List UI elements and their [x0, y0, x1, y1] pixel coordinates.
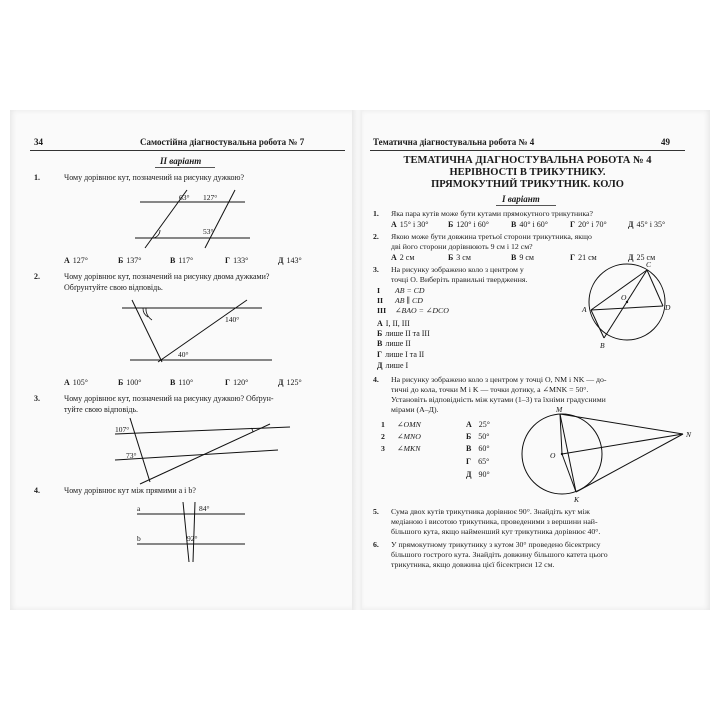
- match-right-d: Г 65°: [466, 457, 490, 466]
- question-3-text-line-2: туйте свою відповідь.: [64, 405, 139, 414]
- right-question-6-text-line-1: У прямокутному трикутнику з кутом 30° проведено бісектрису: [391, 540, 601, 549]
- right-variant-title: I варіант: [502, 194, 540, 204]
- q1-answer-c: В 117°: [170, 256, 194, 265]
- r-q3-answer-e: Д лише I: [377, 361, 409, 370]
- question-2-number: [34, 272, 40, 282]
- q3-label-O: O: [621, 293, 627, 302]
- q2-answer-d: Г 120°: [225, 378, 249, 387]
- question-number: 4.: [34, 486, 40, 495]
- right-question-2-text-line-2: дві його сторони дорівнюють 9 см і 12 см?: [391, 242, 533, 251]
- statement-2-num: II: [377, 296, 384, 305]
- q1-answer-d: Г 133°: [225, 256, 249, 265]
- left-variant-underline: [155, 167, 215, 168]
- figure-q4: [137, 502, 247, 562]
- right-question-4-text-line-3: Установіть відповідність між кутами (1–3) та їхніми градусними: [391, 395, 606, 404]
- q3-label-73: 73°: [126, 451, 137, 460]
- q1-answer-a: А 127°: [64, 256, 88, 265]
- right-question-3-text-line-1: На рисунку зображено коло з центром у: [391, 265, 524, 274]
- right-question-6-number: [373, 540, 379, 550]
- right-main-title-line-2: НЕРІВНОСТІ В ТРИКУТНИКУ.: [449, 167, 606, 178]
- statement-2-text: AB ∥ CD: [395, 296, 423, 305]
- q1-label-63: 63°: [179, 193, 190, 202]
- match-left-1-num: 1: [381, 420, 385, 429]
- left-header-rule: [30, 150, 345, 151]
- right-question-4-number: [373, 375, 379, 385]
- right-question-3-number: [373, 265, 379, 275]
- statement-3-num: III: [377, 306, 387, 315]
- match-left-2-num: 2: [381, 432, 385, 441]
- question-3-text-line-1: Чому дорівнює кут, позначений на рисунку дужкою? Обґрун-: [64, 394, 274, 403]
- figure-circle-q3: [582, 262, 682, 362]
- q3-label-D: D: [665, 303, 671, 312]
- q3-label-A: A: [582, 305, 587, 314]
- question-number: 1.: [34, 173, 40, 182]
- q4-label-O: O: [550, 451, 556, 460]
- q3-label-B: B: [600, 341, 605, 350]
- right-header-rule: [370, 150, 685, 151]
- left-page-number: 34: [34, 137, 43, 147]
- q4-label-92: 92°: [187, 534, 198, 543]
- match-left-3-num: 3: [381, 444, 385, 453]
- figure-q2: [122, 300, 292, 365]
- right-question-5-text-line-1: Сума двох кутів трикутника дорівнює 90°. Знайдіть кут між: [391, 507, 590, 516]
- right-main-title-line-3: ПРЯМОКУТНИЙ ТРИКУТНИК. КОЛО: [431, 179, 624, 190]
- match-left-2-text: ∠MNO: [397, 432, 421, 441]
- right-question-1-text: Яка пара кутів може бути кутами прямокутного трикутника?: [391, 209, 593, 218]
- question-number: 1.: [373, 209, 379, 218]
- q2-answer-c: В 110°: [170, 378, 194, 387]
- r-q2-answer-a: А 2 см: [391, 253, 415, 262]
- right-question-5-text-line-2: медіаною і висотою трикутника, проведеними з вершини най-: [391, 517, 598, 526]
- question-number: 5.: [373, 507, 379, 516]
- statement-3-text: ∠BAO = ∠DCO: [395, 306, 449, 315]
- right-question-1-number: [373, 209, 379, 219]
- right-question-6-text-line-2: більшого гострого кута. Знайдіть довжину більшого катета цього: [391, 550, 608, 559]
- r-q1-answer-e: Д 45° і 35°: [628, 220, 666, 229]
- r-q3-answer-b: Б лише II та III: [377, 329, 430, 338]
- q1-label-127: 127°: [203, 193, 218, 202]
- q1-label-53: 53°: [203, 227, 214, 236]
- match-left-3-text: ∠MKN: [397, 444, 421, 453]
- left-variant-title: II варіант: [160, 156, 202, 166]
- question-4-number: [34, 486, 40, 496]
- right-question-5-text-line-3: більшого кута, якщо найменший кут трикутника дорівнює 40°.: [391, 527, 601, 536]
- r-q1-answer-d: Г 20° і 70°: [570, 220, 607, 229]
- right-page-number: 49: [661, 137, 670, 147]
- match-right-a: А 25°: [466, 420, 490, 429]
- q1-answer-e: Д 143°: [278, 256, 302, 265]
- q4-label-M: M: [556, 405, 563, 414]
- question-number: 6.: [373, 540, 379, 549]
- statement-1-text: AB = CD: [395, 286, 425, 295]
- question-2-text-line-2: Обґрунтуйте свою відповідь.: [64, 283, 163, 292]
- r-q2-answer-b: Б 3 см: [448, 253, 471, 262]
- right-question-6-text-line-3: трикутника, якщо довжина цієї бісектриси 12 см.: [391, 560, 555, 569]
- right-question-2-number: [373, 232, 379, 242]
- question-4-text: Чому дорівнює кут між прямими a і b?: [64, 486, 196, 495]
- q3-label-107: 107°: [115, 425, 130, 434]
- match-right-b: Б 50°: [466, 432, 490, 441]
- left-header-title: Самостійна діагностувальна робота № 7: [140, 137, 305, 147]
- question-number: 3.: [373, 265, 379, 274]
- q4-label-K: K: [574, 495, 580, 504]
- q4-label-a: a: [137, 504, 141, 513]
- q4-label-N: N: [686, 430, 692, 439]
- question-number: 2.: [373, 232, 379, 241]
- r-q2-answer-c: В 9 см: [511, 253, 534, 262]
- right-variant-underline: [496, 205, 556, 206]
- question-2-text-line-1: Чому дорівнює кут, позначений на рисунку двома дужками?: [64, 272, 270, 281]
- question-3-number: [34, 394, 40, 404]
- question-number: 3.: [34, 394, 40, 403]
- right-question-2-text-line-1: Якою може бути довжина третьої сторони трикутника, якщо: [391, 232, 592, 241]
- q2-answer-e: Д 125°: [278, 378, 302, 387]
- q3-label-C: C: [646, 260, 652, 269]
- question-number: 4.: [373, 375, 379, 384]
- q4-label-84: 84°: [199, 504, 210, 513]
- r-q3-answer-c: В лише II: [377, 339, 411, 348]
- right-question-4-text-line-4: мірами (А–Д).: [391, 405, 439, 414]
- r-q1-answer-b: Б 120° і 60°: [448, 220, 489, 229]
- question-1-text: Чому дорівнює кут, позначений на рисунку дужкою?: [64, 173, 245, 182]
- r-q1-answer-c: В 40° і 60°: [511, 220, 548, 229]
- right-main-title-line-1: ТЕМАТИЧНА ДІАГНОСТУВАЛЬНА РОБОТА № 4: [403, 155, 652, 166]
- q2-label-40: 40°: [178, 350, 189, 359]
- q2-answer-a: А 105°: [64, 378, 88, 387]
- r-q2-answer-e: Д 25 см: [628, 253, 656, 262]
- r-q3-answer-d: Г лише I та II: [377, 350, 425, 359]
- right-question-4-text-line-1: На рисунку зображено коло з центром у точці O, NM і NK — до-: [391, 375, 607, 384]
- statement-1-num: I: [377, 286, 381, 295]
- r-q1-answer-a: А 15° і 30°: [391, 220, 429, 229]
- match-right-c: В 60°: [466, 444, 490, 453]
- r-q3-answer-a: А I, II, III: [377, 319, 410, 328]
- question-number: 2.: [34, 272, 40, 281]
- match-right-e: Д 90°: [466, 470, 490, 479]
- match-left-1-text: ∠OMN: [397, 420, 421, 429]
- figure-tangents-q4: [520, 405, 700, 507]
- right-question-5-number: [373, 507, 379, 517]
- q1-answer-b: Б 137°: [118, 256, 142, 265]
- q4-label-b: b: [137, 534, 141, 543]
- r-q2-answer-d: Г 21 см: [570, 253, 597, 262]
- q2-label-140: 140°: [225, 315, 240, 324]
- figure-q3: [110, 422, 300, 484]
- figure-q1: [125, 190, 325, 250]
- right-question-3-text-line-2: точці O. Виберіть правильні твердження.: [391, 275, 528, 284]
- q2-answer-b: Б 100°: [118, 378, 142, 387]
- question-1-number: [34, 173, 40, 183]
- right-header-title: Тематична діагностувальна робота № 4: [373, 137, 535, 147]
- right-question-4-text-line-2: тичні до кола, точки M і K — точки дотику, а ∠MNK = 50°.: [391, 385, 589, 394]
